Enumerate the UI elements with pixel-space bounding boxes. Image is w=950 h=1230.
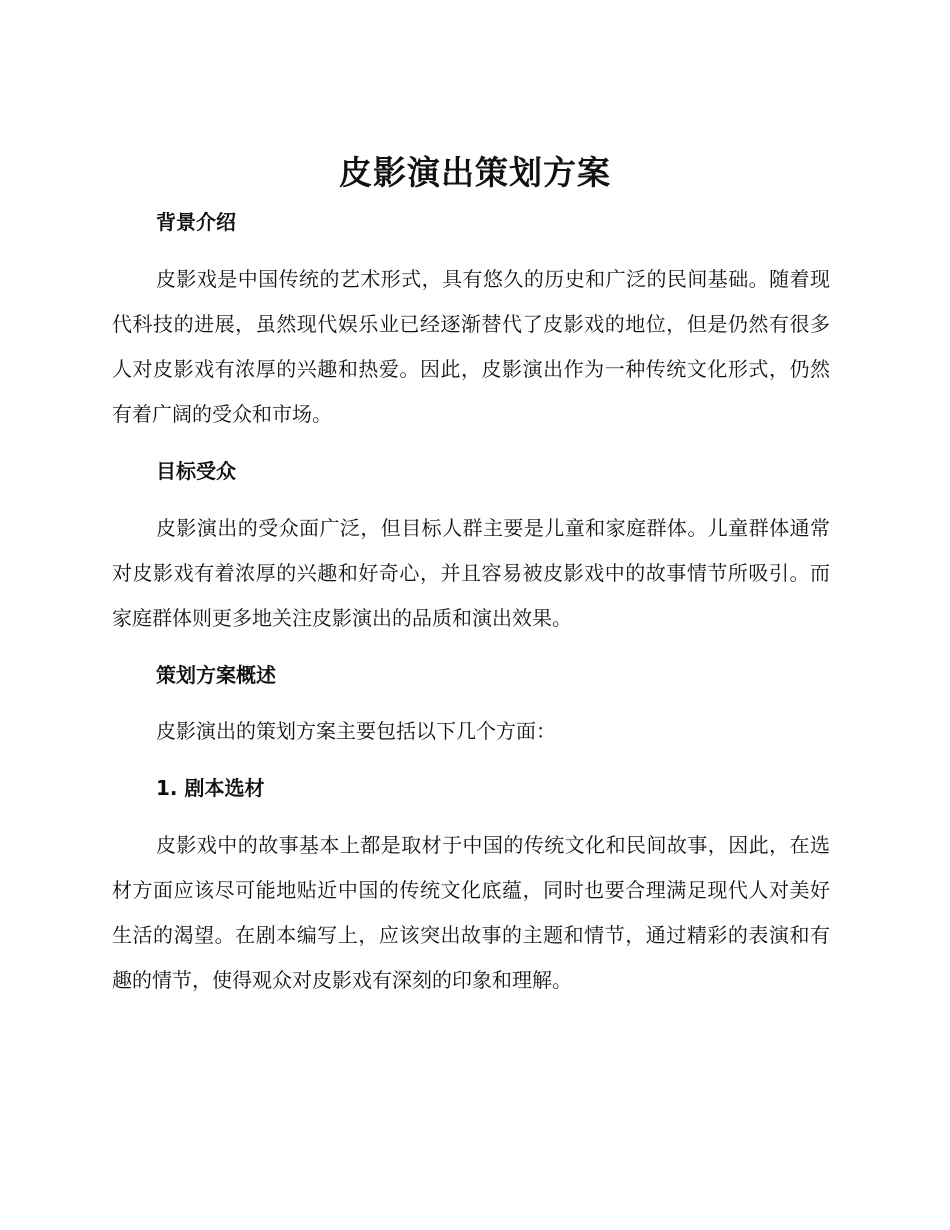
section-paragraph-audience: 皮影演出的受众面广泛，但目标人群主要是儿童和家庭群体。儿童群体通常对皮影戏有着浓厚的兴趣和好奇心，并且容易被皮影戏中的故事情节所吸引。而家庭群体则更多地关注皮影演出的品质和演出效果。 xyxy=(112,516,830,630)
section-heading-script-selection: 1. 剧本选材 xyxy=(156,776,265,800)
document-body xyxy=(112,200,830,1003)
document-title: 皮影演出策划方案 xyxy=(339,153,611,192)
section-paragraph-background: 皮影戏是中国传统的艺术形式，具有悠久的历史和广泛的民间基础。随着现代科技的进展，虽然现代娱乐业已经逐渐替代了皮影戏的地位，但是仍然有很多人对皮影戏有浓厚的兴趣和热爱。因此，皮影演出作为一种传统文化形式，仍然有着广阔的受众和市场。 xyxy=(112,267,830,426)
section-heading-background: 背景介绍 xyxy=(156,210,236,234)
section-heading-audience: 目标受众 xyxy=(156,459,236,483)
section-paragraph-plan-overview: 皮影演出的策划方案主要包括以下几个方面： xyxy=(156,719,556,743)
section-paragraph-script-selection: 皮影戏中的故事基本上都是取材于中国的传统文化和民间故事，因此，在选材方面应该尽可能地贴近中国的传统文化底蕴，同时也要合理满足现代人对美好生活的渴望。在剧本编写上，应该突出故事的主题和情节，通过精彩的表演和有趣的情节，使得观众对皮影戏有深刻的印象和理解。 xyxy=(112,833,830,992)
section-heading-plan-overview: 策划方案概述 xyxy=(156,663,276,687)
